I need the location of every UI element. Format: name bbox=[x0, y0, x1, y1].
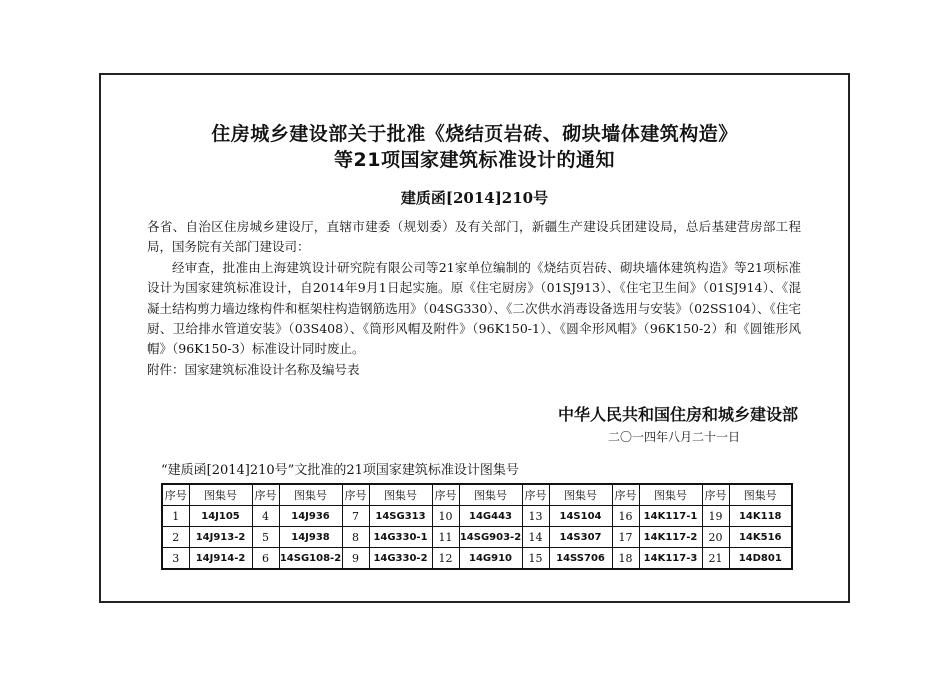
row-number: 18 bbox=[612, 548, 639, 570]
header-code: 图集号 bbox=[189, 484, 252, 506]
row-number: 6 bbox=[252, 548, 279, 570]
row-number: 12 bbox=[432, 548, 459, 570]
header-no: 序号 bbox=[162, 484, 189, 506]
atlas-code: 14J105 bbox=[189, 506, 252, 527]
header-code: 图集号 bbox=[459, 484, 522, 506]
header-code: 图集号 bbox=[279, 484, 342, 506]
table-caption: “建质函[2014]210号”文批准的21项国家建筑标准设计图集号 bbox=[161, 463, 519, 478]
document-title-line2: 等21项国家建筑标准设计的通知 bbox=[334, 149, 615, 171]
atlas-code: 14G443 bbox=[459, 506, 522, 527]
atlas-code: 14K117-3 bbox=[639, 548, 702, 570]
header-code: 图集号 bbox=[729, 484, 792, 506]
header-no: 序号 bbox=[342, 484, 369, 506]
header-no: 序号 bbox=[432, 484, 459, 506]
recipients-paragraph: 各省、自治区住房城乡建设厅，直辖市建委（规划委）及有关部门，新疆生产建设兵团建设局，总后基建营房部工程局，国务院有关部门建设司： bbox=[147, 219, 801, 255]
document-title-line1: 住房城乡建设部关于批准《烧结页岩砖、砌块墙体建筑构造》 bbox=[211, 123, 738, 145]
row-number: 14 bbox=[522, 527, 549, 548]
header-code: 图集号 bbox=[639, 484, 702, 506]
header-no: 序号 bbox=[522, 484, 549, 506]
row-number: 11 bbox=[432, 527, 459, 548]
table-row bbox=[162, 527, 792, 548]
document-frame bbox=[99, 73, 850, 603]
issuer-signature: 中华人民共和国住房和城乡建设部 bbox=[557, 405, 798, 424]
atlas-number-table bbox=[161, 483, 793, 570]
row-number: 4 bbox=[252, 506, 279, 527]
row-number: 20 bbox=[702, 527, 729, 548]
atlas-code: 14K117-2 bbox=[639, 527, 702, 548]
table-header-row bbox=[162, 484, 792, 506]
atlas-code: 14K516 bbox=[729, 527, 792, 548]
row-number: 19 bbox=[702, 506, 729, 527]
atlas-code: 14D801 bbox=[729, 548, 792, 570]
header-code: 图集号 bbox=[369, 484, 432, 506]
row-number: 13 bbox=[522, 506, 549, 527]
issue-date: 二〇一四年八月二十一日 bbox=[607, 430, 740, 444]
atlas-code: 14S104 bbox=[549, 506, 612, 527]
row-number: 7 bbox=[342, 506, 369, 527]
row-number: 8 bbox=[342, 527, 369, 548]
atlas-code: 14G330-2 bbox=[369, 548, 432, 570]
atlas-code: 14J913-2 bbox=[189, 527, 252, 548]
table-row bbox=[162, 506, 792, 527]
header-no: 序号 bbox=[702, 484, 729, 506]
document-body bbox=[147, 217, 801, 380]
atlas-code: 14J938 bbox=[279, 527, 342, 548]
atlas-code: 14J936 bbox=[279, 506, 342, 527]
attachment-line: 附件：国家建筑标准设计名称及编号表 bbox=[147, 361, 360, 377]
row-number: 17 bbox=[612, 527, 639, 548]
row-number: 21 bbox=[702, 548, 729, 570]
atlas-code: 14K117-1 bbox=[639, 506, 702, 527]
document-number: 建质函[2014]210号 bbox=[400, 189, 549, 207]
atlas-code: 14G330-1 bbox=[369, 527, 432, 548]
atlas-code: 14K118 bbox=[729, 506, 792, 527]
row-number: 16 bbox=[612, 506, 639, 527]
atlas-code: 14SG108-2 bbox=[279, 548, 342, 570]
header-no: 序号 bbox=[612, 484, 639, 506]
row-number: 2 bbox=[162, 527, 189, 548]
header-code: 图集号 bbox=[549, 484, 612, 506]
row-number: 10 bbox=[432, 506, 459, 527]
row-number: 3 bbox=[162, 548, 189, 570]
atlas-code: 14J914-2 bbox=[189, 548, 252, 570]
table-row bbox=[162, 548, 792, 570]
atlas-code: 14G910 bbox=[459, 548, 522, 570]
main-paragraph: 经审查，批准由上海建筑设计研究院有限公司等21家单位编制的《烧结页岩砖、砌块墙体建筑构造》等21项标准设计为国家建筑标准设计，自2014年9月1日起实施。原《住宅厨房》（01SJ913）、《住宅卫生间》（01SJ914）、《混凝土结构剪力墙边缘构件和框架柱构造钢筋选用》（04SG330）、《二次供水消毒设备选用与安装》（02SS104）、《住宅厨、卫给排水管道安装》（03S408）、《筒形风帽及附件》（96K150-1）、《圆伞形风帽》（96K150-2）和《圆锥形风帽》（96K150-3）标准设计同时废止。 bbox=[147, 259, 801, 357]
atlas-code: 14S307 bbox=[549, 527, 612, 548]
row-number: 1 bbox=[162, 506, 189, 527]
atlas-code: 14SG903-2 bbox=[459, 527, 522, 548]
row-number: 15 bbox=[522, 548, 549, 570]
atlas-code: 14SG313 bbox=[369, 506, 432, 527]
row-number: 5 bbox=[252, 527, 279, 548]
row-number: 9 bbox=[342, 548, 369, 570]
atlas-code: 14SS706 bbox=[549, 548, 612, 570]
header-no: 序号 bbox=[252, 484, 279, 506]
